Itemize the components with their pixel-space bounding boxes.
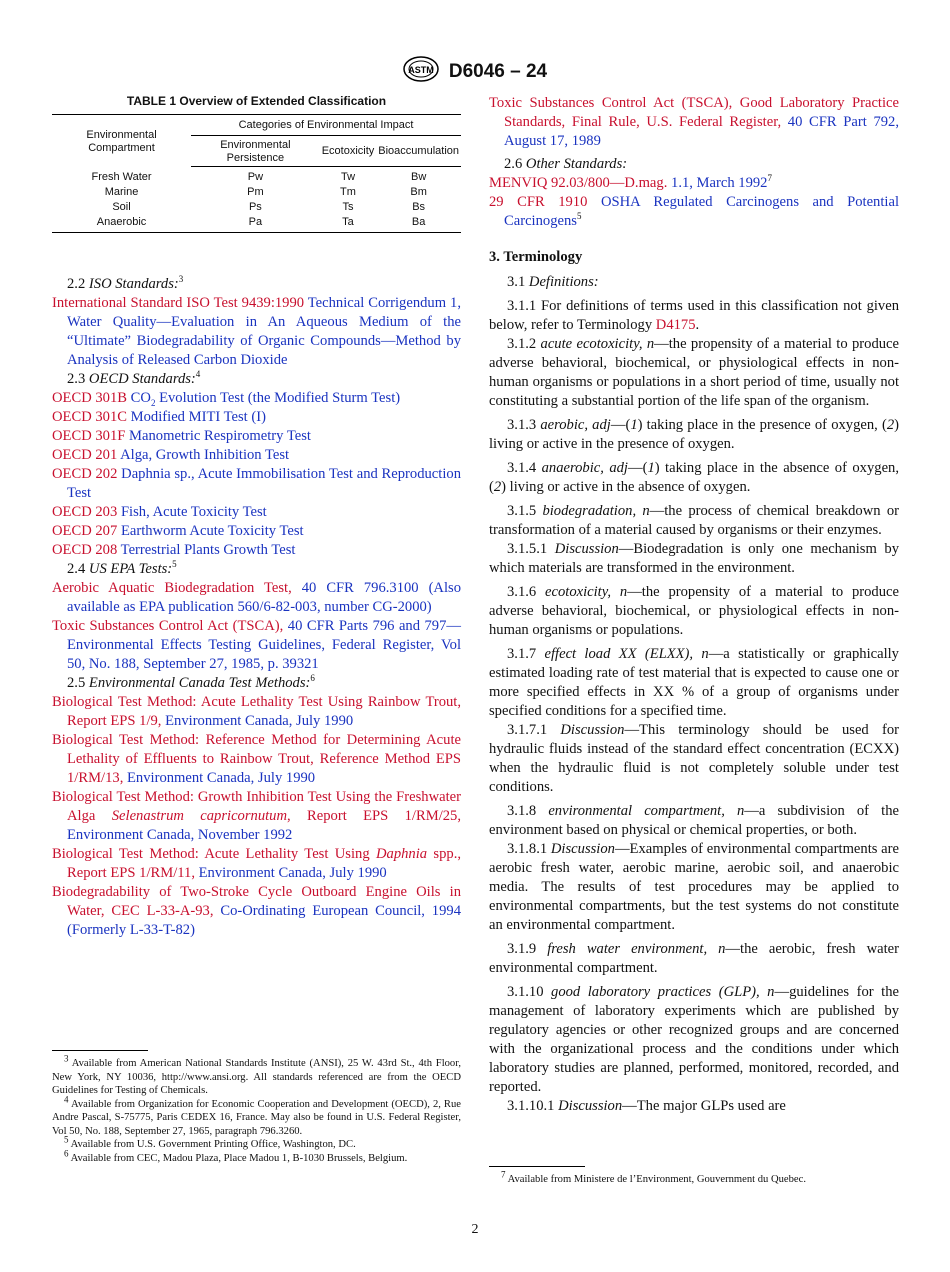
right-column <box>489 94 899 1116</box>
section-2-2-heading: 2.2 ISO Standards:$^3$ <box>67 274 184 292</box>
reference-iso-9439[interactable]: International Standard ISO Test 9439:1990 Technical Corrigendum 1, Water Quality—Evaluation in An Aqueous Medium of the “Ultimate” Biodegradability of Organic Compounds—Method by Analysis of Released Carbon Dioxide <box>52 295 461 368</box>
table-header-ecotoxicity: Ecotoxicity <box>320 136 377 167</box>
left-column <box>52 94 461 940</box>
table-header-compartment: Environmental Compartment <box>52 115 191 167</box>
definition-3-1-7: 3.1.7 effect load XX (ELXX), n—a statistically or graphically estimated loading rate of test material that is expected to cause one or more specified effects in XX % of a group of organisms under specified conditions for a specified time. <box>489 646 899 719</box>
table-row: Fresh Water Pw Tw Bw <box>91 170 427 183</box>
reference-oecd-301c[interactable]: OECD 301C Modified MITI Test (I) <box>52 409 266 425</box>
reference-29-cfr-1910[interactable]: 29 CFR 1910 OSHA Regulated Carcinogens and Potential Carcinogens$^5$ <box>489 194 900 229</box>
definition-3-1-6: 3.1.6 ecotoxicity, n—the propensity of a material to produce adverse behavioral, biochemical, or physiological effects in non-human organisms or populations. <box>489 584 899 638</box>
classification-table <box>52 114 461 233</box>
reference-epa-biodegradation[interactable]: Aerobic Aquatic Biodegradation Test, 40 CFR 796.3100 (Also available as EPA publication 560/6-82-003, number CG-2000) <box>52 580 461 615</box>
right-footnotes <box>489 1166 899 1187</box>
page-header <box>0 56 950 87</box>
section-2-4-heading: 2.4 US EPA Tests:$^5$ <box>67 559 177 577</box>
definition-3-1-5-1: 3.1.5.1 Discussion—Biodegradation is only one mechanism by which materials are transformed in the environment. <box>489 541 899 576</box>
reference-ec-daphnia[interactable]: Biological Test Method: Acute Lethality Test Using Daphnia spp., Report EPS 1/RM/11, Environment Canada, July 1990 <box>52 846 461 881</box>
svg-text:ASTM: ASTM <box>408 65 434 75</box>
reference-oecd-208[interactable]: OECD 208 Terrestrial Plants Growth Test <box>52 542 296 558</box>
definition-3-1-10-1: 3.1.10.1 Discussion—The major GLPs used are <box>507 1098 786 1114</box>
section-2-6-heading: 2.6 Other Standards: <box>504 156 628 172</box>
reference-oecd-301b[interactable]: OECD 301B $CO_2$ Evolution Test (the Modified Sturm Test) <box>52 390 401 408</box>
definition-3-1-8-1: 3.1.8.1 Discussion—Examples of environmental compartments are aerobic fresh water, aerobic marine, aerobic soil, and anaerobic media. The results of test procedures may be applied to environmental compartments, but the test systems do not constitute an environmental compartment. <box>489 841 899 933</box>
definition-3-1-7-1: 3.1.7.1 Discussion—This terminology should be used for hydraulic fluids instead of the standard effect concentration (ECXX) when the hydraulic fluid is not completely soluble under test conditions. <box>489 722 899 795</box>
terminology-link[interactable]: D4175 <box>655 317 696 333</box>
footnote-6: $^6$ Available from CEC, Madou Plaza, Place Madou 1, B-1030 Brussels, Belgium. <box>64 1147 408 1164</box>
reference-tsca-glp[interactable]: Toxic Substances Control Act (TSCA), Good Laboratory Practice Standards, Final Rule, U.S. Federal Register, 40 CFR Part 792, August 17, 1989 <box>489 95 899 149</box>
footnote-5: $^5$ Available from U.S. Government Printing Office, Washington, DC. <box>64 1134 356 1150</box>
table-header-bioaccumulation: Bioaccumulation <box>376 136 461 167</box>
reference-oecd-201[interactable]: OECD 201 Alga, Growth Inhibition Test <box>52 447 290 463</box>
definition-3-1-3: 3.1.3 aerobic, adj—(1) taking place in the presence of oxygen, (2) living or active in the presence of oxygen. <box>489 417 899 452</box>
definition-3-1-1: 3.1.1 For definitions of terms used in this classification not given below, refer to Terminology D4175. <box>489 298 899 333</box>
definition-3-1-5: 3.1.5 biodegradation, n—the process of chemical breakdown or transformation of a material caused by organisms or their enzymes. <box>489 503 899 538</box>
footnote-rule <box>489 1166 585 1167</box>
section-2-3-heading: 2.3 OECD Standards:$^4$ <box>67 369 201 387</box>
definition-3-1-9: 3.1.9 fresh water environment, n—the aerobic, fresh water environmental compartment. <box>489 941 899 976</box>
reference-ec-growth-inhibition[interactable]: Biological Test Method: Growth Inhibition Test Using the Freshwater Alga Selenastrum capricornutum, Report EPS 1/RM/25, Environment Canada, November 1992 <box>52 789 461 843</box>
table-row: Anaerobic Pa Ta Ba <box>52 215 461 233</box>
reference-ec-effluents[interactable]: Biological Test Method: Reference Method for Determining Acute Lethality of Effluents to Rainbow Trout, Reference Method EPS 1/RM/13, Environment Canada, July 1990 <box>52 732 461 786</box>
footnote-7: $^7$ Available from Ministere de l’Environment, Gouvernment du Quebec. <box>501 1169 806 1185</box>
table-title: TABLE 1 Overview of Extended Classification <box>126 94 387 108</box>
page-number: 2 <box>471 1222 479 1237</box>
table-header-persistence: Environmental Persistence <box>191 136 320 167</box>
reference-oecd-301f[interactable]: OECD 301F Manometric Respirometry Test <box>52 428 311 444</box>
table-row: Marine Pm Tm Bm <box>104 186 427 198</box>
reference-oecd-203[interactable]: OECD 203 Fish, Acute Toxicity Test <box>52 504 267 520</box>
definition-3-1-8: 3.1.8 environmental compartment, n—a subdivision of the environment based on physical or chemical properties, or both. <box>489 803 899 838</box>
astm-logo-icon <box>403 56 439 87</box>
footnote-rule <box>52 1050 148 1051</box>
reference-ec-rainbow-trout[interactable]: Biological Test Method: Acute Lethality Test Using Rainbow Trout, Report EPS 1/9, Environment Canada, July 1990 <box>52 694 461 729</box>
left-footnotes <box>52 1050 461 1165</box>
footnote-3: $^3$ Available from American National Standards Institute (ANSI), 25 W. 43rd St., 4th Floor, New York, NY 10036, http://www.ansi.org. All standards referenced are from the OECD Guidelines for Testing of Chemicals. <box>52 1053 461 1096</box>
definition-3-1-10: 3.1.10 good laboratory practices (GLP), n—guidelines for the management of laboratory experiments which are published by regulatory agencies or other recognized groups and are concerned with the organizational process and the conditions under which laboratory studies are planned, performed, monitored, recorded, and reported. <box>489 984 899 1095</box>
footnote-4: $^4$ Available from Organization for Economic Cooperation and Development (OECD), 2, Rue Andre Pascal, S-75775, Paris CEDEX 16, France. May also be found in U.S. Federal Register, Vol 50, No. 188, September 27, 1965, paragraph 796.3260. <box>52 1093 461 1137</box>
reference-oecd-202[interactable]: OECD 202 Daphnia sp., Acute Immobilisation Test and Reproduction Test <box>52 466 461 501</box>
reference-menviq[interactable]: MENVIQ 92.03/800—D.mag. 1.1, March 1992$^7$ <box>489 173 772 191</box>
section-3-1-heading: 3.1 Definitions: <box>507 274 599 290</box>
table-row: Soil Ps Ts Bs <box>112 201 426 213</box>
document-id: D6046 – 24 <box>448 60 548 82</box>
definition-3-1-2: 3.1.2 acute ecotoxicity, n—the propensity of a material to produce adverse behavioral, biochemical, or physiological effects in non-human organisms or populations in a short period of time, usually not constituting a substantial portion of the life span of the organism. <box>489 336 899 409</box>
definition-3-1-4: 3.1.4 anaerobic, adj—(1) taking place in the absence of oxygen, (2) living or active in the absence of oxygen. <box>489 460 899 495</box>
section-2-5-heading: 2.5 Environmental Canada Test Methods:$^6$ <box>67 673 315 691</box>
reference-epa-tsca[interactable]: Toxic Substances Control Act (TSCA), 40 CFR Parts 796 and 797—Environmental Effects Testing Guidelines, Federal Register, Vol 50, No. 188, September 27, 1985, p. 39321 <box>52 618 461 672</box>
section-3-heading: 3. Terminology <box>489 249 583 265</box>
reference-oecd-207[interactable]: OECD 207 Earthworm Acute Toxicity Test <box>52 523 304 539</box>
table-header-categories: Categories of Environmental Impact <box>191 115 461 136</box>
reference-cec-l33[interactable]: Biodegradability of Two-Stroke Cycle Outboard Engine Oils in Water, CEC L-33-A-93, Co-Ordinating European Council, 1994 (Formerly L-33-T-82) <box>52 884 461 938</box>
